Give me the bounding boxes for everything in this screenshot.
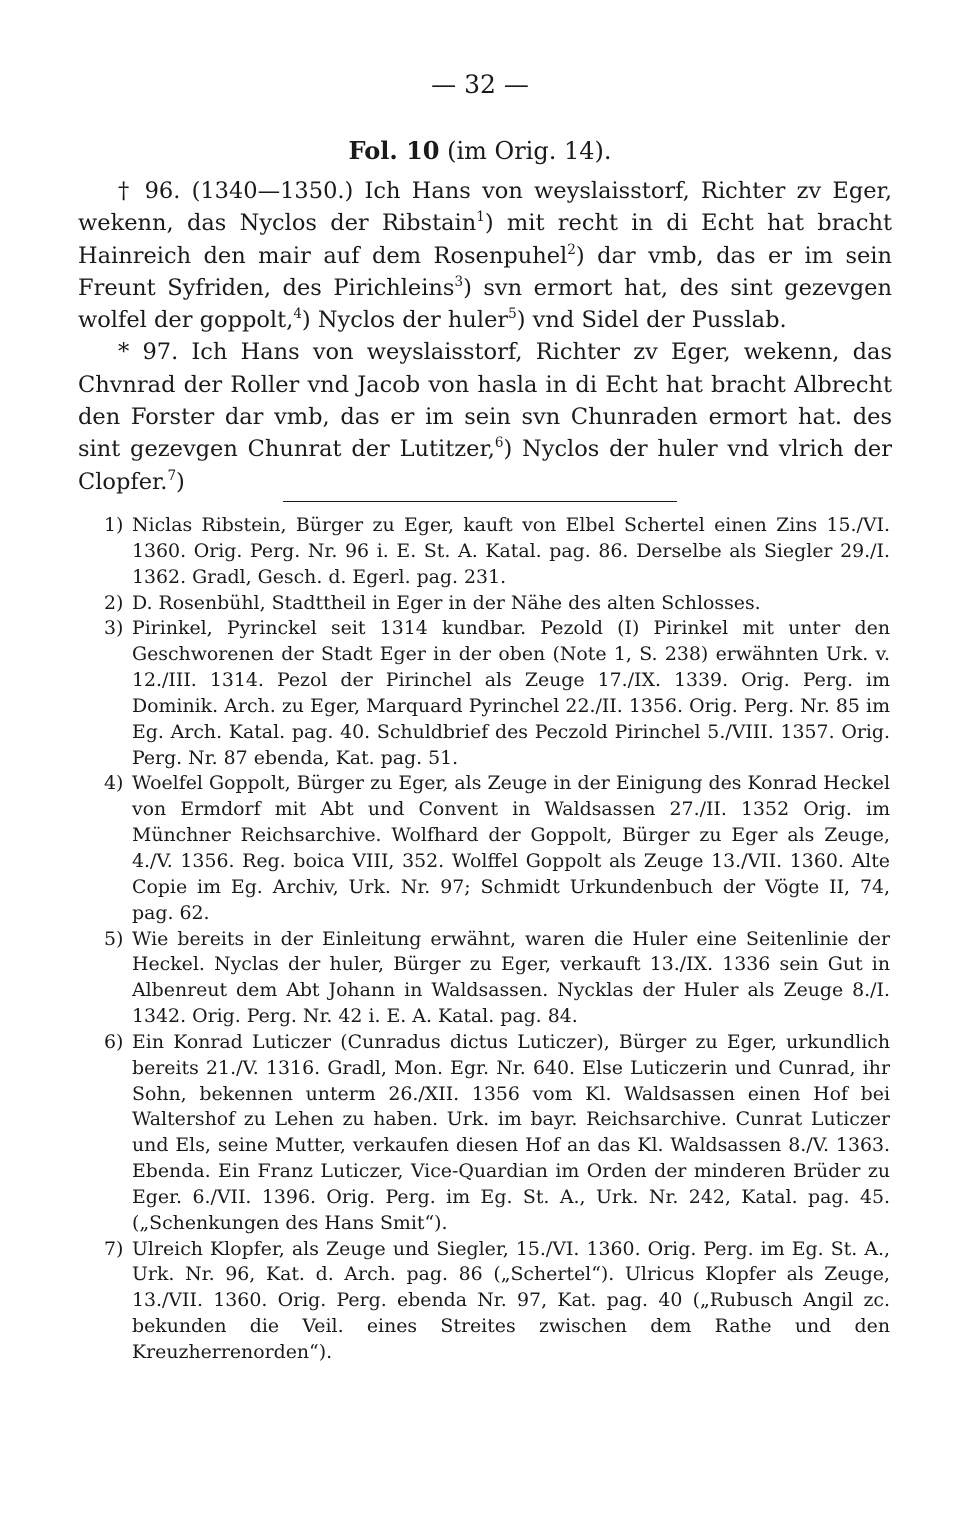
footnote-number: 7): [104, 1237, 124, 1260]
footnote-2: [80, 591, 890, 617]
entry-97-text: * 97. Ich Hans von weyslaisstorf, Richter zv Eger, wekenn, das Chvnrad der Roller vnd Jacob von hasla in di Echt hat bracht Albrecht den Forster dar vmb, das er im sein svn Chunraden ermort hat. des sint gezevgen Chunrat der Lutitzer,: [78, 339, 892, 463]
entry-96: [78, 175, 892, 336]
page-number: — 32 —: [431, 70, 529, 99]
entry-96-text: ) mit recht in di Echt hat bracht Hainreich den mair auf dem Rosenpuhel: [78, 210, 893, 269]
footnote-1: [80, 513, 890, 591]
footnote-ref-1: 1: [476, 209, 485, 226]
entry-96-text: † 96. (1340—1350.) Ich Hans von weyslaisstorf, Richter zv Eger, wekenn, das Nyclos der Ribstain: [78, 178, 892, 237]
entry-96-text: ) Nyclos der huler: [301, 307, 509, 334]
main-text: [78, 175, 892, 498]
footnote-number: 4): [104, 772, 124, 795]
footnotes: [80, 513, 890, 1366]
footnote-4: [80, 771, 890, 926]
entry-97: [78, 336, 892, 497]
footnote-ref-6: 6: [494, 435, 504, 452]
footnote-number: 6): [104, 1030, 124, 1053]
entry-96-text: ) vnd Sidel der Pusslab.: [516, 307, 787, 334]
footnote-text: Woelfel Goppolt, Bürger zu Eger, als Zeuge in der Einigung des Konrad Heckel von Ermdorf mit Abt und Convent in Waldsassen 27./II. 1352 Orig. im Münchner Reichsarchive. Wolfhard der Goppolt, Bürger zu Eger als Zeuge, 4./V. 1356. Reg. boica VIII, 352. Wolffel Goppolt als Zeuge 13./VII. 1360. Alte Copie im Eg. Archiv, Urk. Nr. 97; Schmidt Urkundenbuch der Vögte II, 74, pag. 62.: [132, 772, 890, 924]
entry-97-text: ) Nyclos der huler vnd vlrich der Clopfer.: [78, 436, 893, 495]
footnote-number: 1): [104, 514, 124, 536]
footnote-ref-4: 4: [293, 306, 302, 323]
folio-heading-rest: (im Orig. 14).: [439, 137, 612, 165]
footnote-number: 2): [104, 591, 124, 614]
footnote-ref-5: 5: [508, 306, 517, 323]
footnote-text: Ulreich Klopfer, als Zeuge und Siegler, 15./VI. 1360. Orig. Perg. im Eg. St. A., Urk. Nr. 96, Kat. d. Arch. pag. 86 („Schertel“). Ulricus Klopfer als Zeuge, 13./VII. 1360. Orig. Perg. ebenda Nr. 97, Kat. pag. 40 („Rubusch Angil zc. bekunden die Veil. eines Streites zwischen dem Rathe und den Kreuzherrenorden“).: [132, 1237, 890, 1363]
footnote-text: Wie bereits in der Einleitung erwähnt, waren die Huler eine Seitenlinie der Heckel. Nyclas der huler, Bürger zu Eger, verkauft 13./IX. 1336 sein Gut in Albenreut dem Abt Johann in Waldsassen. Nycklas der Huler als Zeuge 8./I. 1342. Orig. Perg. Nr. 42 i. E. A. Katal. pag. 84.: [132, 927, 890, 1028]
footnote-text: Ein Konrad Luticzer (Cunradus dictus Luticzer), Bürger zu Eger, urkundlich bereits 21./V. 1316. Gradl, Mon. Egr. Nr. 640. Else Luticzerin und Cunrad, ihr Sohn, bekennen unterm 26./XII. 1356 vom Kl. Waldsassen einen Hof bei Waltershof zu Lehen zu haben. Urk. im bayr. Reichsarchive. Cunrat Luticzer und Els, seine Mutter, verkaufen diesen Hof an das Kl. Waldsassen 8./V. 1363. Ebenda. Ein Franz Luticzer, Vice-Quardian im Orden der minderen Brüder zu Eger. 6./VII. 1396. Orig. Perg. im Eg. St. A., Urk. Nr. 242, Katal. pag. 45. („Schenkungen des Hans Smit“).: [132, 1030, 890, 1234]
entry-97-text: ): [176, 468, 185, 495]
footnote-3: [80, 616, 890, 771]
footnote-divider: [283, 501, 677, 502]
footnote-6: [80, 1030, 890, 1237]
footnote-ref-3: 3: [454, 274, 464, 291]
folio-heading-bold: Fol. 10: [348, 136, 440, 165]
footnote-ref-7: 7: [167, 467, 177, 484]
footnote-5: [80, 927, 890, 1030]
folio-heading: [0, 136, 960, 166]
footnote-number: 5): [104, 927, 124, 950]
footnote-text: Niclas Ribstein, Bürger zu Eger, kauft von Elbel Schertel einen Zins 15./VI. 1360. Orig. Perg. Nr. 96 i. E. St. A. Katal. pag. 86. Derselbe als Siegler 29./I. 1362. Gradl, Gesch. d. Egerl. pag. 231.: [132, 514, 890, 588]
footnote-number: 3): [104, 617, 124, 640]
entry-96-text: ) svn ermort hat, des sint gezevgen wolfel der goppolt,: [78, 274, 892, 334]
footnote-7: [80, 1237, 890, 1366]
footnote-ref-2: 2: [567, 241, 576, 258]
footnote-text: Pirinkel, Pyrinckel seit 1314 kundbar. Pezold (I) Pirinkel mit unter den Geschworenen der Stadt Eger in der oben (Note 1, S. 238) erwähnten Urk. v. 12./III. 1314. Pezol der Pirinchel als Zeuge 17./IX. 1339. Orig. Perg. im Dominik. Arch. zu Eger, Marquard Pyrinchel 22./II. 1356. Orig. Perg. Nr. 85 im Eg. Arch. Katal. pag. 40. Schuldbrief des Peczold Pirinchel 5./VIII. 1357. Orig. Perg. Nr. 87 ebenda, Kat. pag. 51.: [132, 617, 890, 769]
footnote-text: D. Rosenbühl, Stadttheil in Eger in der Nähe des alten Schlosses.: [132, 591, 761, 614]
entry-96-text: ) dar vmb, das er im sein Freunt Syfriden, des Pirichleins: [78, 242, 892, 301]
